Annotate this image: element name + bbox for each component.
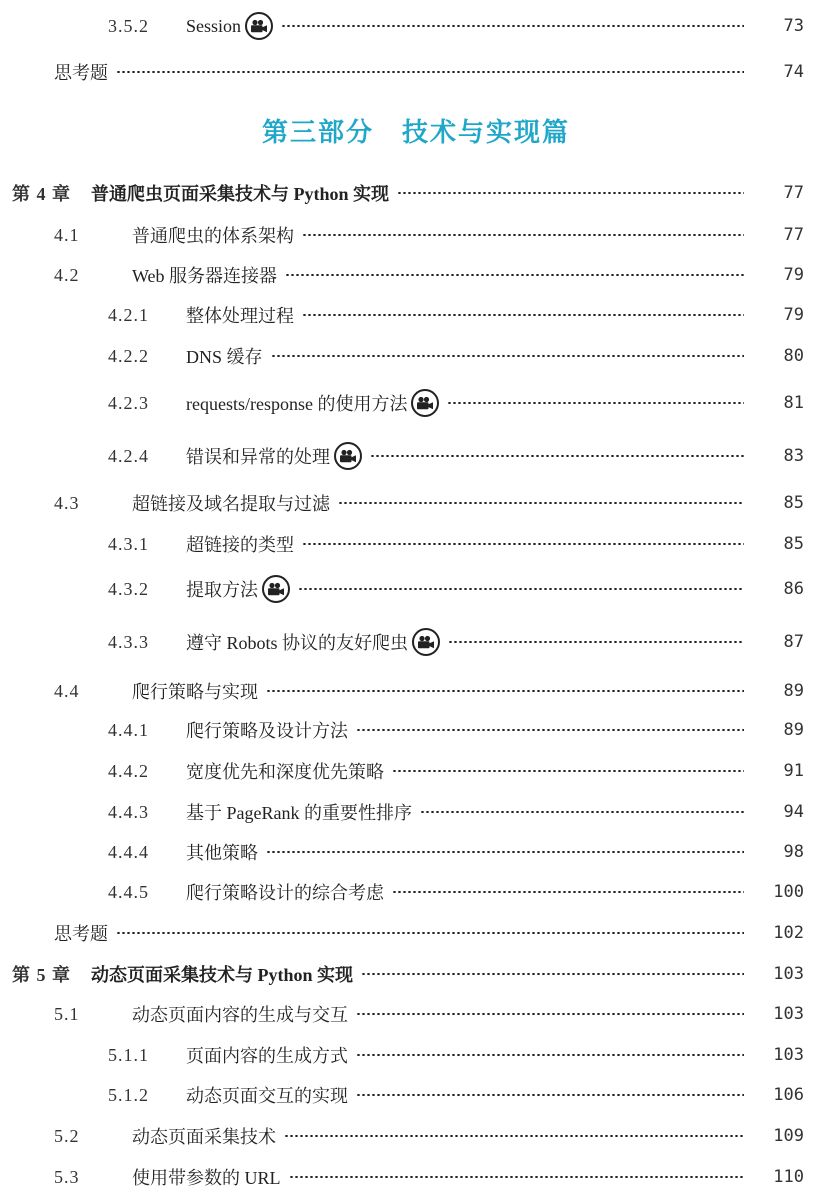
toc-entry-title: 思考题 [54,924,108,944]
toc-entry [0,838,832,866]
toc-entry-title: 基于 PageRank 的重要性排序 [186,803,412,823]
dot-leader [266,851,744,853]
toc-entry-number: 4.2 [54,264,80,285]
video-camera-icon[interactable] [334,442,362,470]
video-camera-icon[interactable] [262,575,290,603]
toc-entry-number: 5.2 [54,1125,80,1146]
dot-leader [116,932,744,934]
toc-entry-number: 4.4 [54,680,80,701]
toc-entry [0,960,832,988]
toc-entry-title: 爬行策略与实现 [132,682,258,702]
toc-entry-page-number: 77 [783,225,804,245]
toc-entry [0,442,832,470]
toc-entry [0,878,832,906]
toc-entry-page-number: 83 [783,446,804,466]
toc-entry-number: 5.1 [54,1003,80,1024]
toc-entry [0,919,832,947]
toc-entry-page-number: 110 [773,1167,804,1187]
toc-entry-title: DNS 缓存 [186,347,263,367]
toc-entry-number: 5.3 [54,1166,80,1187]
toc-entry-page-number: 81 [783,393,804,413]
toc-entry [0,628,832,656]
toc-entry-number: 5.1.1 [108,1044,149,1065]
toc-entry-number: 4.2.1 [108,304,149,325]
toc-entry-title: 动态页面交互的实现 [186,1086,348,1106]
toc-entry-title: 提取方法 [186,580,258,600]
toc-entry [0,1122,832,1150]
dot-leader [392,891,744,893]
toc-entry-page-number: 85 [783,493,804,513]
toc-entry-title: requests/response 的使用方法 [186,394,408,414]
toc-entry [0,575,832,603]
toc-entry-number: 4.2.4 [108,445,149,466]
toc-entry-number: 3.5.2 [108,15,149,36]
toc-entry [0,301,832,329]
toc-entry-number: 第 4 章 [12,184,71,204]
toc-entry [0,716,832,744]
dot-leader [370,455,744,457]
toc-entry-title: 动态页面采集技术与 Python 实现 [91,965,354,985]
toc-entry [0,179,832,207]
toc-entry-title: Web 服务器连接器 [132,266,278,286]
dot-leader [302,234,744,236]
toc-entry-title: 错误和异常的处理 [186,447,330,467]
toc-entry-number: 4.4.2 [108,760,149,781]
dot-leader [116,71,744,73]
toc-entry [0,1000,832,1028]
toc-entry-page-number: 102 [773,923,804,943]
toc-entry-title: 超链接及域名提取与过滤 [132,494,330,514]
dot-leader [285,274,744,276]
toc-entry-page-number: 109 [773,1126,804,1146]
toc-entry [0,677,832,705]
dot-leader [302,543,744,545]
toc-entry-page-number: 79 [783,265,804,285]
toc-entry-title: 宽度优先和深度优先策略 [186,762,384,782]
toc-entry [0,221,832,249]
toc-entry-number: 4.4.1 [108,719,149,740]
toc-entry-number: 4.3 [54,492,80,513]
toc-entry-page-number: 103 [773,1045,804,1065]
toc-entry-page-number: 103 [773,964,804,984]
toc-entry-page-number: 73 [783,16,804,36]
toc-entry [0,389,832,417]
toc-entry-page-number: 100 [773,882,804,902]
toc-entry-title: 普通爬虫页面采集技术与 Python 实现 [91,184,390,204]
toc-entry-number: 4.3.1 [108,533,149,554]
dot-leader [361,973,744,975]
dot-leader [448,641,744,643]
toc-entry-title: 思考题 [54,63,108,83]
toc-entry-number: 4.2.2 [108,345,149,366]
toc-entry-title: 页面内容的生成方式 [186,1046,348,1066]
toc-entry-number: 4.2.3 [108,392,149,413]
dot-leader [356,1094,744,1096]
toc-entry-number: 4.3.2 [108,578,149,599]
toc-entry [0,1163,832,1191]
toc-entry-title: 动态页面采集技术 [132,1127,276,1147]
dot-leader [281,25,744,27]
dot-leader [298,588,744,590]
toc-entry-number: 4.4.4 [108,841,149,862]
toc-entry [0,58,832,86]
toc-entry-page-number: 89 [783,720,804,740]
toc-entry [0,1081,832,1109]
toc-entry-page-number: 98 [783,842,804,862]
toc-entry-page-number: 87 [783,632,804,652]
toc-entry-page-number: 106 [773,1085,804,1105]
toc-entry-number: 4.1 [54,224,80,245]
toc-entry [0,1041,832,1069]
toc-entry-page-number: 77 [783,183,804,203]
toc-entry-number: 5.1.2 [108,1084,149,1105]
toc-entry-title: 超链接的类型 [186,535,294,555]
toc-entry [0,261,832,289]
dot-leader [338,502,744,504]
video-camera-icon[interactable] [412,628,440,656]
video-camera-icon[interactable] [411,389,439,417]
toc-entry-page-number: 79 [783,305,804,325]
dot-leader [356,1013,744,1015]
toc-entry [0,757,832,785]
toc-entry [0,489,832,517]
dot-leader [302,314,744,316]
part-heading: 第三部分 技术与实现篇 [261,118,570,148]
toc-entry-number: 4.4.5 [108,881,149,902]
dot-leader [420,811,744,813]
dot-leader [356,729,744,731]
toc-entry-title: 遵守 Robots 协议的友好爬虫 [186,633,409,653]
toc-entry-page-number: 86 [783,579,804,599]
toc-entry [0,12,832,40]
toc-entry [0,530,832,558]
toc-entry-page-number: 80 [783,346,804,366]
toc-entry-number: 4.4.3 [108,801,149,822]
toc-entry-page-number: 89 [783,681,804,701]
dot-leader [356,1054,744,1056]
toc-entry-title: 动态页面内容的生成与交互 [132,1005,348,1025]
dot-leader [392,770,744,772]
toc-entry-number: 4.3.3 [108,631,149,652]
toc-entry-title: 使用带参数的 URL [132,1168,281,1188]
dot-leader [266,690,744,692]
dot-leader [284,1135,744,1137]
dot-leader [397,192,744,194]
toc-entry-title: 其他策略 [186,843,258,863]
dot-leader [271,355,744,357]
toc-entry-title: 爬行策略设计的综合考虑 [186,883,384,903]
toc-entry-page-number: 74 [783,62,804,82]
toc-entry-title: 整体处理过程 [186,306,294,326]
toc-entry-page-number: 91 [783,761,804,781]
toc-entry [0,342,832,370]
toc-entry-title: Session [186,15,242,36]
toc-entry [0,798,832,826]
toc-entry-page-number: 85 [783,534,804,554]
video-camera-icon[interactable] [245,12,273,40]
dot-leader [289,1176,745,1178]
dot-leader [447,402,744,404]
toc-entry-title: 爬行策略及设计方法 [186,721,348,741]
toc-entry-title: 普通爬虫的体系架构 [132,226,294,246]
toc-entry-page-number: 103 [773,1004,804,1024]
toc-entry-page-number: 94 [783,802,804,822]
toc-entry-number: 第 5 章 [12,965,71,985]
